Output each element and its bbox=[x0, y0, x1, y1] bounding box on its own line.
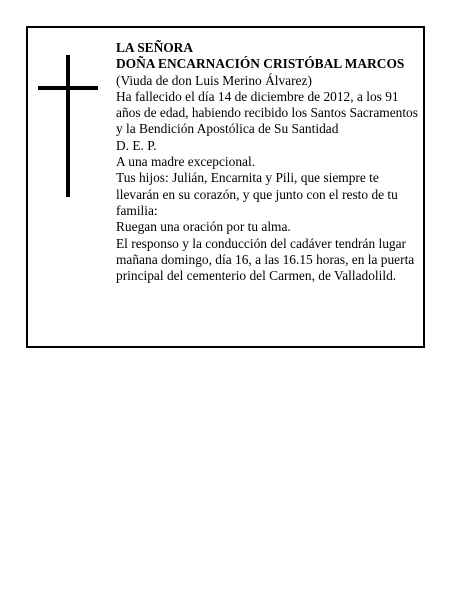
rip-line: D. E. P. bbox=[116, 137, 157, 153]
funeral-service-line: El responso y la conducción del cadáver tendrán lugar mañana domingo, día 16, a las 16.15 horas, en la puerta principal del cementerio del Carmen, de Valladolild. bbox=[116, 235, 415, 284]
obituary-notice bbox=[26, 26, 425, 348]
cross-icon bbox=[38, 55, 98, 197]
children-line: Tus hijos: Julián, Encarnita y Pili, que siempre te llevarán en su corazón, y que junto con el resto de tu familia: bbox=[116, 170, 398, 218]
death-announcement: Ha fallecido el día 14 de diciembre de 2012, a los 91 años de edad, habiendo recibido los Santos Sacramentos y la Bendición Apostólica de Su Santidad bbox=[116, 88, 418, 137]
cross-vertical-bar bbox=[66, 55, 70, 197]
widow-of-line: (Viuda de don Luis Merino Álvarez) bbox=[116, 72, 312, 88]
notice-text bbox=[116, 40, 422, 284]
prayer-line: Ruegan una oración por tu alma. bbox=[116, 219, 291, 235]
cross-horizontal-bar bbox=[38, 86, 98, 90]
notice-title: LA SEÑORA bbox=[116, 40, 194, 55]
dedication-line: A una madre excepcional. bbox=[116, 154, 256, 170]
deceased-name: DOÑA ENCARNACIÓN CRISTÓBAL MARCOS bbox=[116, 56, 405, 72]
